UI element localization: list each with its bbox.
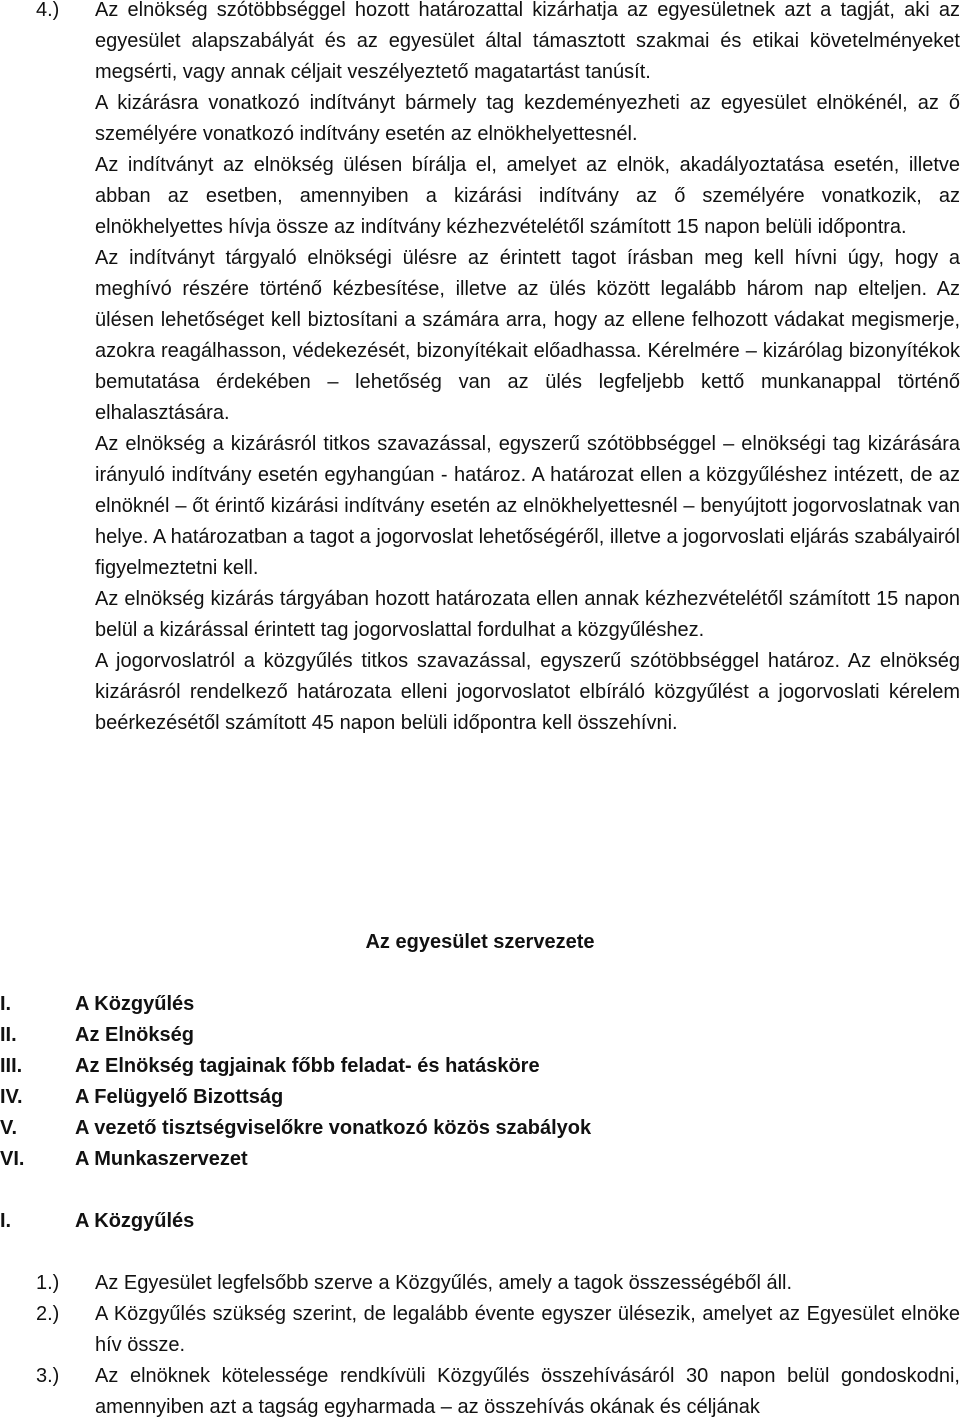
structure-list-item: IV. A Felügyelő Bizottság [0,1086,284,1108]
structure-list-item: I. A Közgyűlés [0,993,195,1015]
structure-heading: Az egyesület szervezete [365,931,595,953]
exclusion-paragraph-2: A kizárásra vonatkozó indítványt bármely tag kezdeményezheti az egyesület elnökénél, az ő személyére vonatkozó indítvány esetén az elnökhelyettesnél. [95,92,960,145]
item-number: 4.) [36,0,60,21]
exclusion-paragraph-4: Az indítványt tárgyaló elnökségi ülésre az érintett tagot írásban meg kell hívni úgy, hogy a meghívó részére történő kézbesítése, illetve az ülés között legalább három nap elteljen. Az ülésen lehetőséget kell biztosítani a számára arra, hogy az ellene felhozott vádakat megismerje, azokra reagálhasson, védekezését, bizonyítékait előadhassa. Kérelmére – kizárólag bizonyítékok bemutatása érdekében – lehetőség van az ülés legfeljebb kettő munkanappal történő elhalasztására. [95,247,960,424]
section-item-2: 2.) A Közgyűlés szükség szerint, de legalább évente egyszer ülésezik, amelyet az Egyesület elnöke hív össze. [36,1303,960,1356]
section-title: I. A Közgyűlés [0,1210,195,1232]
exclusion-paragraph-6: Az elnökség kizárás tárgyában hozott határozata ellen annak kézhezvételétől számított 15 napon belül a kizárással érintett tag jogorvoslattal fordulhat a közgyűléshez. [95,588,960,641]
structure-block [0,927,960,1423]
exclusion-paragraph-5: Az elnökség a kizárásról titkos szavazással, egyszerű szótöbbséggel – elnökségi tag kizárására irányuló indítvány esetén egyhangúan - határoz. A határozat ellen a közgyűléshez intézett, de az elnöknél – őt érintő kizárási indítvány esetén az elnökhelyettesnél – benyújtott jogorvoslatnak van helye. A határozatban a tagot a jogorvoslat lehetőségéről, illetve a jogorvoslati eljárás szabályairól figyelmeztetni kell. [95,433,960,579]
structure-list-item: VI. A Munkaszervezet [0,1148,248,1170]
structure-list [0,989,960,1175]
structure-list-item: II. Az Elnökség [0,1024,194,1046]
section-item-3: 3.) Az elnöknek kötelessége rendkívüli Közgyűlés összehívásáról 30 napon belül gondoskodni, amennyiben azt a tagság egyharmada – az összehívás okának és céljának [36,1365,960,1418]
structure-list-item: V. A vezető tisztségviselőkre vonatkozó közös szabályok [0,1117,592,1139]
exclusion-paragraph-7: A jogorvoslatról a közgyűlés titkos szavazással, egyszerű szótöbbséggel határoz. Az elnökség kizárásról rendelkező határozata elleni jogorvoslatot elbíráló közgyűlést a jogorvoslati kérelem beérkezésétől számított 45 napon belüli időpontra kell összehívni. [95,650,960,734]
exclusion-paragraph-3: Az indítványt az elnökség ülésen bírálja el, amelyet az elnök, akadályoztatása esetén, illetve abban az esetben, amennyiben a kizárási indítvány az ő személyére vonatkozik, az elnökhelyettes hívja össze az indítvány kézhezvételétől számított 15 napon belüli időpontra. [95,154,960,238]
section-items [0,1268,960,1423]
structure-list-item: III. Az Elnökség tagjainak főbb feladat- és hatásköre [0,1055,540,1077]
section-item-1: 1.) Az Egyesület legfelsőbb szerve a Közgyűlés, amely a tagok összességéből áll. [36,1272,793,1294]
exclusion-paragraph-1: Az elnökség szótöbbséggel hozott határozattal kizárhatja az egyesületnek azt a tagját, aki az egyesület alapszabályát és az egyesület által támasztott szakmai és etikai követelményeket megsérti, vagy annak céljait veszélyeztető magatartást tanúsít. [95,0,960,83]
